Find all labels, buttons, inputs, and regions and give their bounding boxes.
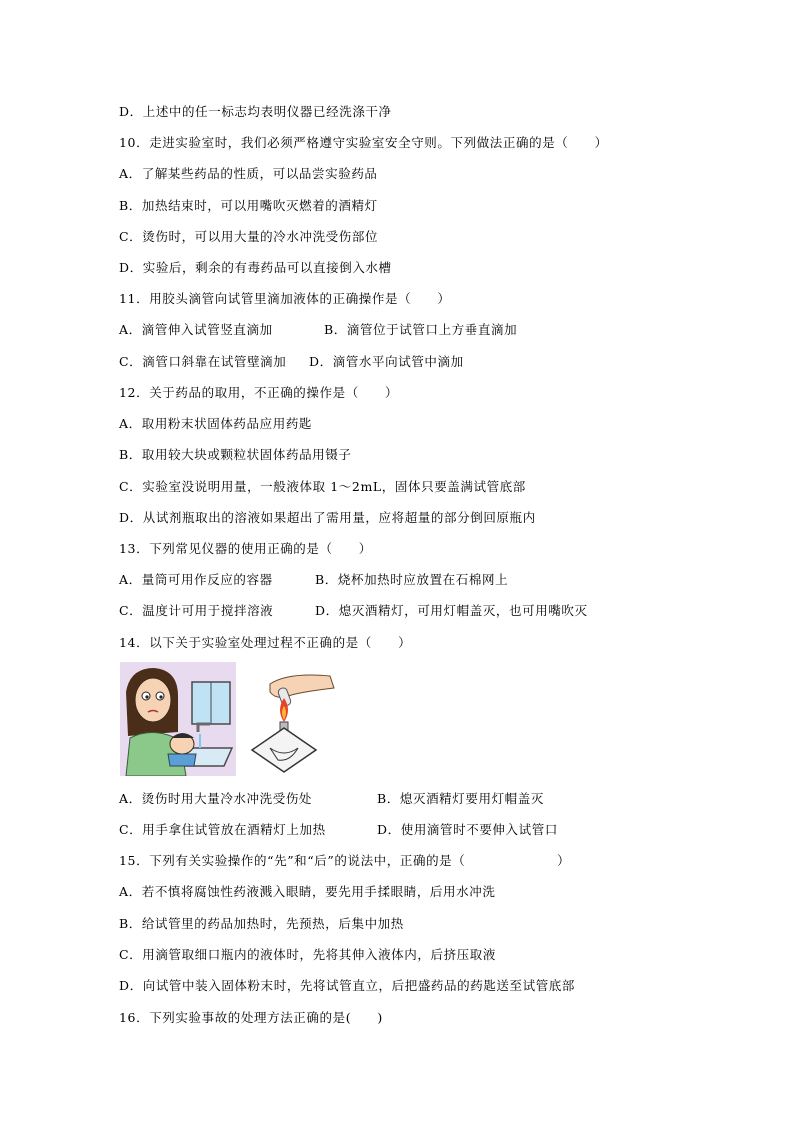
alcohol-lamp-body bbox=[252, 728, 316, 772]
q15-option-d: D．向试管中装入固体粉末时，先将试管直立，后把盛药品的药匙送至试管底部 bbox=[119, 978, 576, 993]
q12-option-c: C．实验室没说明用量，一般液体取 1～2mL，固体只要盖满试管底部 bbox=[119, 479, 526, 494]
q9-option-d: D．上述中的任一标志均表明仪器已经洗涤干净 bbox=[119, 104, 392, 119]
q13-option-c: C．温度计可用于搅拌溶液 bbox=[119, 603, 274, 618]
q14-option-b: B．熄灭酒精灯要用灯帽盖灭 bbox=[377, 791, 544, 806]
q11-options-row2 bbox=[119, 354, 464, 370]
q13-stem: 13．下列常见仪器的使用正确的是（ ） bbox=[119, 541, 372, 556]
q14-option-d: D．使用滴管时不要伸入试管口 bbox=[377, 822, 558, 837]
q12-option-d: D．从试剂瓶取出的溶液如果超出了需用量，应将超量的部分倒回原瓶内 bbox=[119, 510, 536, 525]
q11-stem: 11．用胶头滴管向试管里滴加液体的正确操作是（ ） bbox=[119, 291, 451, 306]
q16-stem: 16．下列实验事故的处理方法正确的是( ) bbox=[119, 1010, 383, 1025]
mother-pupil-right bbox=[159, 695, 162, 698]
q13-option-a: A．量筒可用作反应的容器 bbox=[119, 572, 273, 587]
q10-stem: 10．走进实验室时，我们必须严格遵守实验室安全守则。下列做法正确的是（ ） bbox=[119, 135, 608, 150]
mother-pupil-left bbox=[145, 695, 148, 698]
q13-option-b: B．烧杯加热时应放置在石棉网上 bbox=[315, 572, 509, 587]
q11-option-b: B．滴管位于试管口上方垂直滴加 bbox=[324, 322, 518, 337]
q14-stem: 14．以下关于实验室处理过程不正确的是（ ） bbox=[119, 635, 412, 650]
q15-stem: 15．下列有关实验操作的“先”和“后”的说法中，正确的是（ ） bbox=[119, 853, 571, 868]
q14-option-a: A．烫伤时用大量冷水冲洗受伤处 bbox=[119, 791, 313, 806]
q11-option-c: C．滴管口斜靠在试管壁滴加 bbox=[119, 354, 287, 369]
q13-options-row1 bbox=[119, 572, 509, 588]
q10-option-c: C．烫伤时，可以用大量的冷水冲洗受伤部位 bbox=[119, 229, 379, 244]
q10-option-a: A．了解某些药品的性质，可以品尝实验药品 bbox=[119, 166, 378, 181]
q14-options-row1 bbox=[119, 791, 544, 807]
q14-options-row2 bbox=[119, 822, 558, 838]
q12-option-b: B．取用较大块或颗粒状固体药品用镊子 bbox=[119, 447, 352, 462]
mother-face bbox=[135, 678, 171, 722]
q14-option-c: C．用手拿住试管放在酒精灯上加热 bbox=[119, 822, 326, 837]
q11-option-a: A．滴管伸入试管竖直滴加 bbox=[119, 322, 273, 337]
q10-option-b: B．加热结束时，可以用嘴吹灭燃着的酒精灯 bbox=[119, 198, 378, 213]
q15-option-c: C．用滴管取细口瓶内的液体时，先将其伸入液体内，后挤压取液 bbox=[119, 947, 496, 962]
child-body bbox=[168, 754, 196, 766]
q14-illustration bbox=[120, 662, 340, 776]
q10-option-d: D．实验后，剩余的有毒药品可以直接倒入水槽 bbox=[119, 260, 392, 275]
q11-option-d: D．滴管水平向试管中滴加 bbox=[309, 354, 464, 369]
q13-option-d: D．熄灭酒精灯，可用灯帽盖灭，也可用嘴吹灭 bbox=[315, 603, 588, 618]
q12-option-a: A．取用粉末状固体药品应用药匙 bbox=[119, 416, 313, 431]
q12-stem: 12．关于药品的取用，不正确的操作是（ ） bbox=[119, 385, 399, 400]
q13-options-row2 bbox=[119, 603, 588, 619]
q15-option-b: B．给试管里的药品加热时，先预热，后集中加热 bbox=[119, 916, 404, 931]
q11-options-row1 bbox=[119, 322, 518, 338]
q15-option-a: A．若不慎将腐蚀性药液溅入眼睛，要先用手揉眼睛，后用水冲洗 bbox=[119, 884, 496, 899]
q14-illustration-svg bbox=[120, 662, 340, 776]
